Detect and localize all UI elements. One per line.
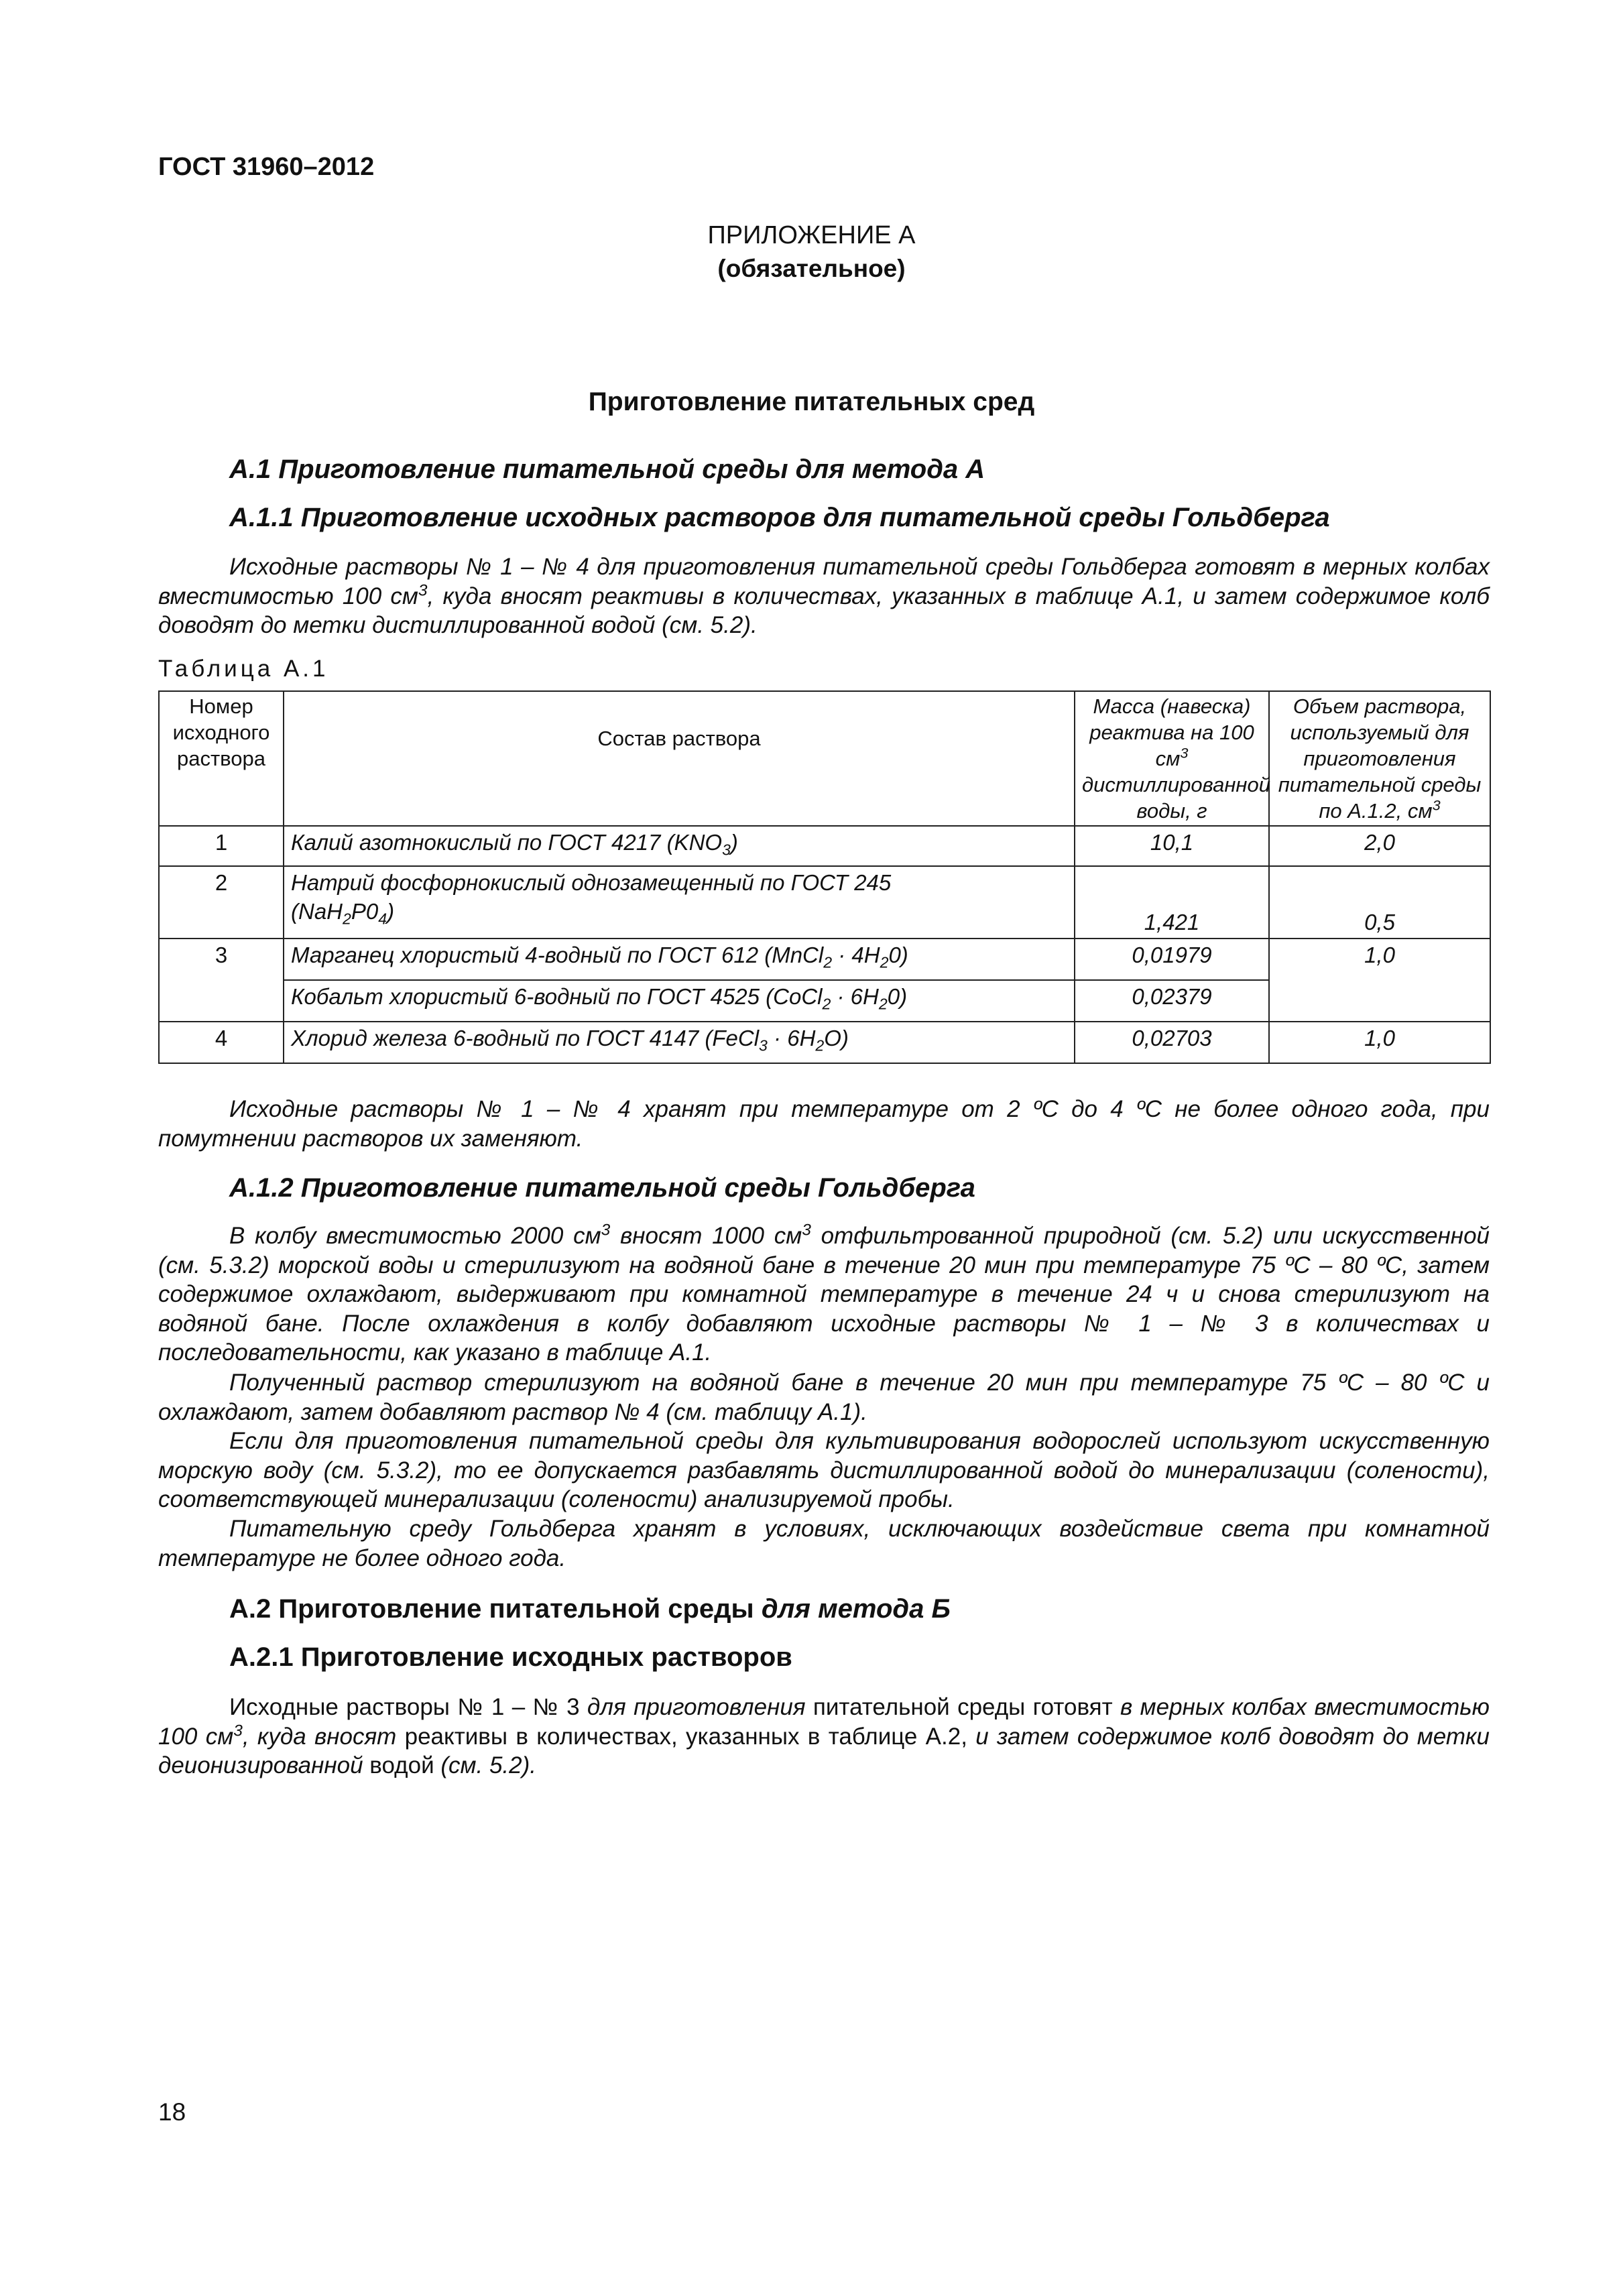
appendix-status: (обязательное) [717,255,906,282]
header-number: Номер исходного раствора [159,691,284,826]
paragraph-storage: Исходные растворы № 1 – № 4 хранят при температуре от 2 ºС до 4 ºС не более одного года, при помутнении растворов их заменяют. [158,1096,1490,1152]
header-mass: Масса (навеска) реактива на 100 $см^3$ дистиллированной воды, г [1075,691,1269,826]
paragraph-a1-2-4: Питательную среду Гольдберга хранят в условиях, исключающих воздействие света при комнатной температуре не более одного года. [158,1516,1490,1571]
heading-a1-1: А.1.1 Приготовление исходных растворов для питательной среды Гольдберга [229,503,1330,532]
appendix-title: ПРИЛОЖЕНИЕ А [707,221,916,249]
standard-number: ГОСТ 31960–2012 [158,153,375,181]
table-row: 1 Калий азотнокислый по ГОСТ 4217 $(KNO_3)$ 10,1 2,0 [159,826,1490,866]
heading-a2-1: А.2.1 Приготовление исходных растворов [229,1642,792,1672]
table-row: 2 Натрий фосфорнокислый однозамещенный по ГОСТ 245 $(NaH_2P0_4)$ 1,421 0,5 [159,866,1490,939]
table-row: 3 Марганец хлористый 4-водный по ГОСТ 612 (MnCl$_2$ · $4H_20$) 0,01979 1,0 [159,939,1490,980]
table-row: Кобальт хлористый 6-водный по ГОСТ 4525 (CoCl$_2$ · $6H_20$) 0,02379 [159,980,1490,1022]
table-row: 4 Хлорид железа 6-водный по ГОСТ 4147 (FeCl$_3$ · $6H_2O$) 0,02703 1,0 [159,1022,1490,1063]
table-a1 [158,690,1491,1064]
table-header-row [159,691,1490,826]
header-volume: Объем раствора, используемый для приготовления питательной среды по А.1.2, $см^3$ [1269,691,1490,826]
paragraph-a1-2-1: В колбу вместимостью 2000 $см^3$ вносят 1000 $см^3$ отфильтрованной природной (см. 5.2) или искусственной (см. 5.3.2) морской воды и стерилизуют на водяной бане в течение 20 мин при температуре 75 ºС – 80 ºС, затем содержимое охлаждают, выдерживают при комнатной температуре в течение 24 ч и снова стерилизуют на водяной бане. После охлаждения в колбу добавляют исходные растворы № 1 – № 3 в количествах и последовательности, как указано в таблице А.1. [158,1221,1490,1366]
heading-a2: А.2 Приготовление питательной среды для метода Б [229,1594,951,1624]
heading-a1-2: А.1.2 Приготовление питательной среды Гольдберга [229,1173,975,1203]
paragraph-a1-2-2: Полученный раствор стерилизуют на водяной бане в течение 20 мин при температуре 75 ºС – 80 ºС и охлаждают, затем добавляют раствор № 4 (см. таблицу А.1). [158,1370,1490,1425]
heading-a1: А.1 Приготовление питательной среды для метода А [229,455,985,484]
paragraph-a1-1: Исходные растворы № 1 – № 4 для приготовления питательной среды Гольдберга готовят в мерных колбах вместимостью 100 $см^3$, куда вносят реактивы в количествах, указанных в таблице А.1, и затем содержимое колб доводят до метки дистиллированной водой (см. 5.2). [158,554,1490,638]
paragraph-a1-2-3: Если для приготовления питательной среды для культивирования водорослей используют искусственную морскую воду (см. 5.3.2), то ее допускается разбавлять дистиллированной водой до минерализации (солености), соответствующей минерализации (солености) анализируемой пробы. [158,1428,1490,1512]
table-caption: Таблица А.1 [158,656,329,682]
header-composition: Состав раствора [284,691,1075,826]
page-number: 18 [158,2098,186,2126]
paragraph-a2-1: Исходные растворы № 1 – № 3 для приготовления питательной среды готовят в мерных колбах вместимостью 100 $см^3$, куда вносят реактивы в количествах, указанных в таблице А.2, и затем содержимое колб доводят до метки деионизированной водой (см. 5.2). [158,1694,1490,1778]
section-title: Приготовление питательных сред [588,387,1035,416]
